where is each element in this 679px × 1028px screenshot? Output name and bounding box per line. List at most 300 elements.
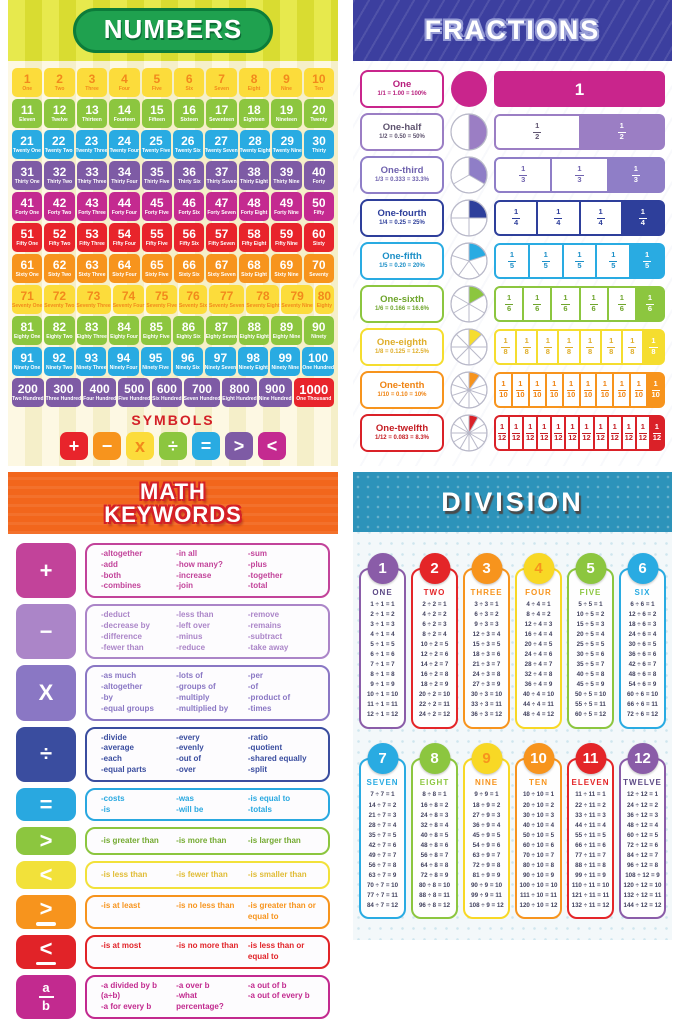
number-value: 73	[86, 289, 101, 304]
numbers-grid	[8, 61, 338, 407]
keyword-item: -as much	[101, 671, 137, 681]
number-tile	[109, 68, 139, 97]
fraction-row	[360, 371, 665, 409]
number-value: 98	[246, 351, 260, 366]
division-fact: 11 ÷ 1 = 11	[367, 701, 398, 709]
number-word: Ninety Eight	[238, 364, 268, 371]
keyword-item: -is at least	[101, 901, 141, 911]
keyword-item: -less than	[176, 610, 214, 620]
number-value: 23	[84, 134, 99, 149]
keyword-item: -decrease by	[101, 620, 150, 630]
division-fact: 21 ÷ 3 = 7	[472, 661, 501, 669]
division-fact: 22 ÷ 11 = 2	[575, 801, 606, 809]
fraction-numerator: 1	[523, 337, 531, 347]
division-fact: 20 ÷ 5 = 4	[576, 631, 605, 639]
number-value: 74	[121, 289, 136, 304]
division-header	[353, 472, 672, 532]
division-fact: 80 ÷ 10 = 8	[522, 861, 555, 869]
number-word: Forty	[312, 178, 326, 185]
keyword-item: -ratio	[247, 732, 268, 742]
fraction-bar-cell	[511, 374, 528, 406]
keyword-item: -left over	[176, 620, 210, 630]
number-word: Ninety Four	[109, 364, 138, 371]
number-value: 93	[84, 351, 99, 366]
keyword-item: -how many?	[176, 559, 223, 569]
number-value: 8	[250, 72, 258, 87]
number-value: 4	[121, 72, 128, 87]
number-tile	[44, 347, 74, 376]
keyword-item: -remains	[247, 620, 282, 630]
division-fact: 18 ÷ 6 = 3	[628, 621, 657, 629]
number-value: 59	[279, 227, 294, 242]
number-value: 17	[214, 103, 229, 118]
number-value: 85	[149, 320, 163, 335]
number-tile	[206, 192, 236, 221]
keyword-item: -will be	[176, 804, 204, 814]
fraction-denominator: 12	[652, 433, 662, 442]
fraction-bar-cell	[536, 417, 550, 449]
numbers-row	[12, 285, 334, 314]
fraction-bar-cell	[522, 288, 550, 320]
division-fact: 72 ÷ 12 = 6	[626, 841, 659, 849]
division-column	[463, 553, 510, 729]
keyword-column	[176, 941, 242, 963]
fraction-denominator: 8	[524, 347, 529, 356]
fraction-denominator: 10	[583, 390, 593, 399]
fraction-value	[651, 380, 659, 399]
keyword-item: -sum	[247, 549, 268, 558]
keyword-box	[85, 975, 330, 1019]
keyword-column	[101, 836, 170, 847]
division-fact: 60 ÷ 5 = 12	[574, 711, 607, 719]
fraction-bar-cell	[621, 202, 663, 234]
number-word: Seventy Six	[178, 302, 208, 309]
division-fact: 54 ÷ 6 = 9	[628, 681, 657, 689]
fraction-numerator: 1	[561, 294, 569, 304]
keyword-column	[101, 549, 170, 592]
keyword-item: -is no less than	[176, 901, 235, 911]
keyword-column	[248, 941, 324, 963]
numbers-poster	[8, 0, 338, 466]
keyword-item: -subtract	[247, 631, 283, 641]
symbol-glyph: <	[39, 935, 53, 961]
number-tile	[184, 378, 221, 407]
number-word: Thirty Four	[111, 178, 138, 185]
fraction-denominator: 3	[521, 175, 526, 184]
fraction-value	[568, 423, 576, 442]
division-fact: 27 ÷ 3 = 9	[472, 681, 501, 689]
division-column	[411, 553, 458, 729]
fraction-denominator: 6	[647, 304, 653, 313]
number-value: 65	[150, 258, 164, 273]
division-fact: 70 ÷ 7 = 10	[366, 881, 399, 889]
keyword-symbol-tile	[16, 827, 76, 855]
division-fact: 12 ÷ 3 = 4	[472, 631, 501, 639]
number-value: 21	[20, 134, 34, 149]
division-fact: 50 ÷ 10 = 5	[522, 831, 555, 839]
division-column-name: FOUR	[525, 587, 552, 597]
division-number-badge: 9	[471, 743, 502, 774]
division-number-badge: 6	[627, 553, 658, 584]
fraction-denominator: 12	[554, 433, 563, 442]
keywords-rows	[8, 534, 338, 1028]
number-value: 5	[153, 72, 161, 87]
fraction-pie-icon	[450, 285, 488, 323]
number-value: 42	[52, 196, 67, 211]
keyword-column	[248, 981, 324, 1013]
number-word: Twenty Six	[174, 147, 201, 154]
fraction-equation: 1/3 = 0.333 = 33.3%	[374, 177, 430, 184]
fraction-denominator: 8	[545, 347, 550, 356]
number-value: 97	[213, 351, 228, 366]
number-value: 88	[247, 320, 261, 335]
number-tile	[12, 130, 42, 159]
number-word: Seventy Eight	[246, 302, 280, 309]
fraction-bar-cell	[595, 374, 612, 406]
fraction-denominator: 10	[617, 390, 626, 399]
fraction-value	[639, 423, 647, 442]
number-tile	[271, 161, 301, 190]
division-fact: 88 ÷ 8 = 11	[419, 891, 450, 899]
division-fact: 12 ÷ 4 = 3	[524, 621, 553, 629]
division-fact: 44 ÷ 4 = 11	[523, 701, 554, 709]
division-column	[359, 743, 406, 919]
division-column	[463, 743, 510, 919]
division-fact: 9 ÷ 3 = 3	[474, 621, 499, 629]
number-word: Three Hundred	[45, 395, 82, 402]
number-tile	[173, 130, 203, 159]
fraction-numerator: 1	[618, 380, 626, 390]
fraction-numerator: 1	[639, 208, 647, 218]
fraction-equation: 1/10 = 0.10 = 10%	[377, 392, 427, 399]
fraction-denominator: 6	[535, 304, 540, 313]
fraction-numerator: 1	[568, 423, 576, 433]
number-tile	[304, 130, 334, 159]
division-fact: 30 ÷ 6 = 5	[628, 641, 657, 649]
number-value: 43	[85, 196, 99, 211]
division-fact: 28 ÷ 4 = 7	[524, 661, 553, 669]
number-tile	[44, 99, 74, 128]
numbers-row	[12, 378, 334, 407]
keyword-item: -is smaller than	[247, 869, 307, 879]
keyword-item: -groups of	[176, 682, 216, 692]
number-word: Eighty One	[13, 333, 41, 340]
number-word: Two Hundred	[12, 395, 44, 402]
division-fact: 14 ÷ 7 = 2	[368, 801, 397, 809]
fraction-pie-icon	[450, 371, 488, 409]
division-fact: 40 ÷ 8 = 5	[420, 831, 449, 839]
number-value: 32	[52, 165, 67, 180]
fraction-numerator: 1	[597, 208, 605, 218]
number-value: 91	[20, 351, 34, 366]
number-tile	[174, 223, 204, 252]
fraction-numerator: 1	[632, 165, 640, 175]
fraction-value	[632, 165, 640, 184]
keyword-item: -fewer than	[101, 642, 144, 652]
keyword-item: -is no more than	[176, 940, 239, 950]
number-tile	[12, 192, 42, 221]
division-column-name: NINE	[474, 778, 499, 788]
fraction-bar-cell	[557, 331, 578, 363]
division-fact: 132 ÷ 12 = 11	[623, 891, 662, 899]
fraction-denominator: 4	[598, 218, 603, 227]
keyword-column	[248, 901, 324, 923]
fraction-numerator: 1	[505, 294, 513, 304]
number-word: Four	[118, 85, 130, 92]
fraction-numerator: 1	[519, 165, 527, 175]
division-fact: 70 ÷ 10 = 7	[522, 851, 555, 859]
number-tile	[12, 68, 42, 97]
fraction-numerator: 1	[590, 294, 598, 304]
division-fact: 36 ÷ 6 = 6	[628, 651, 657, 659]
number-value: 45	[150, 196, 164, 211]
division-fact: 60 ÷ 6 = 10	[626, 691, 659, 699]
keyword-column	[248, 549, 324, 592]
fraction-numerator: 1	[635, 380, 643, 390]
division-fact: 32 ÷ 4 = 8	[524, 671, 553, 679]
fraction-denominator: 12	[568, 433, 577, 442]
fraction-bar-cell	[550, 288, 578, 320]
number-value: 71	[20, 289, 34, 304]
number-value: 54	[117, 227, 132, 242]
keyword-item: -a out of every b	[247, 991, 310, 1001]
fraction-denominator: 10	[600, 390, 610, 399]
division-fact: 30 ÷ 10 = 3	[522, 811, 555, 819]
keyword-column	[176, 870, 242, 881]
division-fact: 10 ÷ 2 = 5	[420, 641, 449, 649]
division-poster	[353, 472, 672, 940]
division-fact: 16 ÷ 2 = 8	[420, 671, 449, 679]
fraction-bar-cell	[579, 288, 607, 320]
division-fact: 12 ÷ 1 = 12	[366, 711, 399, 719]
division-fact: 81 ÷ 9 = 9	[472, 871, 501, 879]
fraction-equation: 1/1 = 1.00 = 100%	[377, 91, 427, 98]
number-tile	[77, 192, 107, 221]
number-value: 49	[279, 196, 294, 211]
fraction-value	[643, 251, 651, 270]
number-tile	[281, 285, 312, 314]
division-tables	[353, 532, 672, 940]
number-tile	[304, 223, 334, 252]
number-word: Twenty	[310, 116, 328, 123]
number-value: 100	[308, 351, 329, 366]
number-word: Fifty Nine	[275, 240, 298, 247]
number-word: Seventy Four	[112, 302, 145, 309]
keyword-item: -minus	[176, 631, 203, 641]
keyword-item: -per	[247, 671, 264, 681]
fraction-value	[533, 380, 541, 399]
number-value: 3	[88, 72, 96, 87]
fraction-value	[618, 294, 626, 313]
keyword-box	[85, 827, 330, 855]
division-fact: 21 ÷ 7 = 3	[368, 811, 397, 819]
division-fact: 25 ÷ 5 = 5	[576, 641, 605, 649]
division-fact: 49 ÷ 7 = 7	[368, 851, 397, 859]
keyword-item: -is fewer than	[176, 869, 228, 879]
keyword-column	[176, 610, 242, 653]
fraction-bar-cell	[579, 202, 621, 234]
division-fact: 40 ÷ 5 = 8	[576, 671, 605, 679]
number-tile	[173, 347, 203, 376]
fraction-value	[499, 380, 507, 399]
number-value: 44	[117, 196, 132, 211]
keyword-symbol-tile	[16, 861, 76, 889]
number-tile	[108, 347, 138, 376]
number-value: 20	[312, 103, 326, 118]
number-value: 27	[214, 134, 228, 149]
fraction-value	[609, 251, 617, 270]
number-tile	[142, 161, 172, 190]
keyword-row	[16, 788, 330, 822]
number-value: 56	[182, 227, 196, 242]
number-word: Thirteen	[82, 116, 102, 123]
fraction-row	[360, 113, 665, 151]
equals-icon: =	[192, 432, 220, 460]
fraction-bar-cell	[642, 331, 663, 363]
fraction-value	[601, 380, 609, 399]
number-value: 50	[312, 196, 326, 211]
fraction-numerator: 1	[526, 423, 534, 433]
keyword-row	[16, 543, 330, 598]
symbol-glyph: <	[39, 862, 53, 888]
number-tile	[206, 254, 236, 283]
number-value: 70	[312, 258, 326, 273]
number-value: 63	[85, 258, 99, 273]
number-tile	[44, 192, 74, 221]
number-word: Fifty Three	[79, 240, 105, 247]
division-fact: 6 ÷ 2 = 3	[422, 621, 447, 629]
division-fact: 4 ÷ 4 = 1	[526, 600, 551, 608]
fraction-row	[360, 285, 665, 323]
fraction-numerator: 1	[512, 208, 520, 218]
number-value: 51	[20, 227, 34, 242]
fraction-denominator: 12	[638, 433, 647, 442]
number-value: 38	[247, 165, 261, 180]
number-tile	[44, 316, 74, 345]
keyword-column	[176, 901, 242, 923]
fraction-numerator: 1	[628, 337, 636, 347]
keyword-item: -join	[176, 581, 194, 591]
fraction-label	[360, 70, 444, 108]
numbers-row	[12, 347, 334, 376]
fraction-numerator: 1	[565, 337, 573, 347]
keyword-item: -increase	[176, 570, 212, 580]
number-value: 68	[247, 258, 261, 273]
a-over-b-icon	[39, 981, 54, 1013]
fraction-value	[565, 337, 573, 356]
number-word: Thirty	[312, 147, 327, 154]
fraction-numerator: 1	[639, 423, 647, 433]
keyword-item: -is less than or equal to	[247, 940, 305, 961]
number-tile	[304, 254, 334, 283]
number-tile	[146, 285, 177, 314]
number-word: Eighty Two	[46, 333, 73, 340]
division-fact: 56 ÷ 8 = 7	[420, 851, 449, 859]
division-fact: 24 ÷ 3 = 8	[472, 671, 501, 679]
fraction-denominator: 5	[645, 261, 650, 270]
division-number-badge: 10	[523, 743, 554, 774]
keyword-row	[16, 727, 330, 782]
fraction-denominator: 8	[566, 347, 572, 356]
keyword-symbol-tile	[16, 975, 76, 1019]
number-tile	[238, 347, 268, 376]
number-tile	[109, 99, 139, 128]
fraction-equation: 1/6 = 0.166 = 16.6%	[374, 306, 430, 313]
keywords-title-line1: MATH	[140, 478, 206, 504]
number-value: 60	[312, 227, 326, 242]
number-tile	[109, 316, 139, 345]
numbers-row	[12, 192, 334, 221]
fraction-numerator: 1	[652, 380, 660, 390]
fraction-numerator: 1	[544, 337, 552, 347]
fraction-bar-cell	[621, 331, 642, 363]
keyword-item: -each	[101, 754, 122, 764]
symbol-glyph: =	[39, 791, 53, 817]
numbers-row	[12, 316, 334, 345]
fraction-bar-cell	[621, 417, 635, 449]
fraction-numerator: 1	[567, 380, 575, 390]
number-word: Sixty Four	[112, 271, 137, 278]
number-tile	[302, 347, 334, 376]
number-tile	[77, 68, 107, 97]
fraction-numerator: 1	[540, 423, 548, 433]
number-tile	[12, 99, 42, 128]
number-value: 64	[117, 258, 132, 273]
number-tile	[44, 254, 74, 283]
fraction-label	[360, 371, 444, 409]
number-word: Seventy Nine	[281, 302, 313, 309]
division-fact: 4 ÷ 2 = 2	[422, 611, 447, 618]
fractions-poster	[353, 0, 672, 466]
number-word: Seventy Three	[76, 302, 111, 309]
fraction-value	[501, 337, 509, 356]
number-word: Ninety Six	[175, 364, 200, 371]
division-fact: 120 ÷ 12 = 10	[623, 881, 662, 889]
multiply-icon: x	[126, 432, 154, 460]
greater-than-icon: >	[225, 432, 253, 460]
number-word: Twenty Four	[109, 147, 139, 154]
number-value: 77	[220, 289, 234, 304]
fraction-denominator: 10	[651, 390, 660, 399]
number-word: Twenty Eight	[239, 147, 271, 154]
division-column-name: ELEVEN	[571, 778, 610, 788]
fraction-value	[554, 423, 562, 442]
keyword-column	[101, 981, 170, 1013]
division-number-badge: 4	[523, 553, 554, 584]
fraction-numerator: 1	[618, 122, 626, 132]
number-value: 61	[20, 258, 34, 273]
underline-bar	[36, 922, 56, 926]
number-tile	[142, 254, 172, 283]
fraction-value	[519, 165, 527, 184]
number-word: Forty Nine	[274, 209, 299, 216]
number-word: Fourteen	[113, 116, 136, 123]
keyword-column	[101, 941, 170, 963]
division-table	[463, 758, 510, 919]
fraction-numerator: 1	[643, 251, 651, 261]
number-value: 57	[214, 227, 229, 242]
division-fact: 96 ÷ 12 = 8	[626, 861, 659, 869]
fraction-label	[360, 113, 444, 151]
fraction-value	[512, 208, 520, 227]
keyword-item: -every	[176, 732, 200, 742]
division-fact: 55 ÷ 11 = 5	[575, 831, 606, 839]
fraction-bar-cell	[635, 417, 649, 449]
number-value: 9	[283, 72, 290, 87]
number-value: 80	[317, 289, 332, 304]
fraction-bar	[494, 243, 665, 279]
division-fact: 36 ÷ 12 = 3	[626, 811, 659, 819]
